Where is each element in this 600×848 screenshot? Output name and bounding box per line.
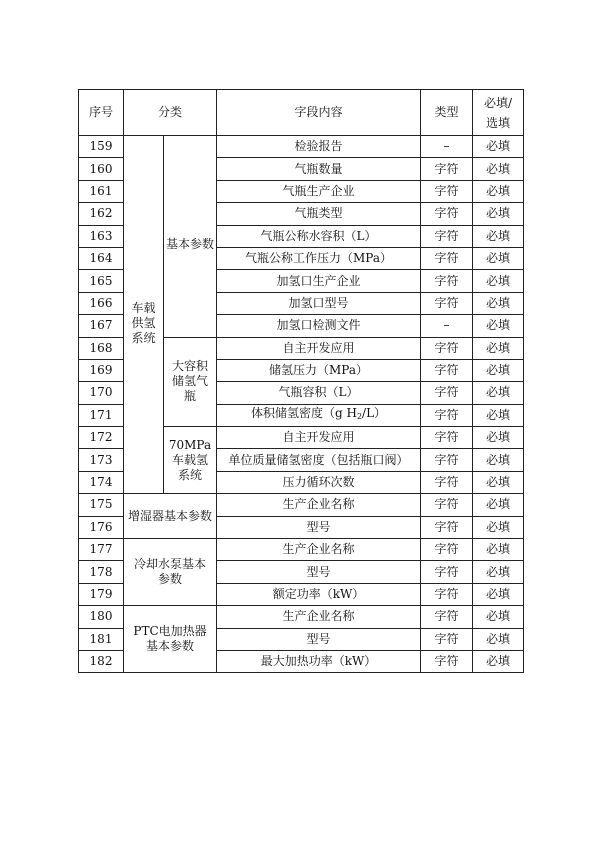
row-required: 必填 bbox=[473, 225, 524, 247]
table-row bbox=[79, 494, 524, 516]
row-field: 型号 bbox=[217, 628, 421, 650]
row-field: 生产企业名称 bbox=[217, 606, 421, 628]
row-no: 182 bbox=[79, 650, 124, 672]
table-row bbox=[79, 606, 524, 628]
table-row bbox=[79, 539, 524, 561]
row-required: 必填 bbox=[473, 180, 524, 202]
row-field: 检验报告 bbox=[217, 136, 421, 158]
row-field: 储氢压力（MPa） bbox=[217, 359, 421, 381]
row-type: 字符 bbox=[421, 203, 473, 225]
row-required: 必填 bbox=[473, 449, 524, 471]
group-vehicle-hydrogen: 车载供氢系统 bbox=[124, 136, 164, 494]
row-required: 必填 bbox=[473, 203, 524, 225]
table-row bbox=[79, 136, 524, 158]
row-required: 必填 bbox=[473, 427, 524, 449]
group-pump: 冷却水泵基本参数 bbox=[124, 539, 217, 606]
row-field: 生产企业名称 bbox=[217, 494, 421, 516]
header-type: 类型 bbox=[421, 90, 473, 136]
row-field: 型号 bbox=[217, 561, 421, 583]
row-no: 168 bbox=[79, 337, 124, 359]
row-no: 165 bbox=[79, 270, 124, 292]
row-no: 173 bbox=[79, 449, 124, 471]
row-type: 字符 bbox=[421, 628, 473, 650]
row-type: 字符 bbox=[421, 449, 473, 471]
row-required: 必填 bbox=[473, 247, 524, 269]
row-type: 字符 bbox=[421, 382, 473, 404]
row-required: 必填 bbox=[473, 404, 524, 426]
row-type: 字符 bbox=[421, 650, 473, 672]
header-required-line2: 选填 bbox=[486, 115, 511, 130]
row-required: 必填 bbox=[473, 471, 524, 493]
row-no: 162 bbox=[79, 203, 124, 225]
row-required: 必填 bbox=[473, 561, 524, 583]
row-required: 必填 bbox=[473, 158, 524, 180]
row-field: 压力循环次数 bbox=[217, 471, 421, 493]
row-no: 170 bbox=[79, 382, 124, 404]
row-no: 171 bbox=[79, 404, 124, 426]
row-required: 必填 bbox=[473, 606, 524, 628]
row-type: 字符 bbox=[421, 404, 473, 426]
row-field: 气瓶公称水容积（L） bbox=[217, 225, 421, 247]
row-field: 加氢口型号 bbox=[217, 292, 421, 314]
row-no: 159 bbox=[79, 136, 124, 158]
row-required: 必填 bbox=[473, 494, 524, 516]
row-required: 必填 bbox=[473, 539, 524, 561]
row-no: 167 bbox=[79, 315, 124, 337]
row-type: 字符 bbox=[421, 427, 473, 449]
row-no: 178 bbox=[79, 561, 124, 583]
row-field: 最大加热功率（kW） bbox=[217, 650, 421, 672]
row-type: 字符 bbox=[421, 225, 473, 247]
row-no: 176 bbox=[79, 516, 124, 538]
row-required: 必填 bbox=[473, 359, 524, 381]
row-field-sub: 2 bbox=[356, 412, 363, 422]
row-no: 160 bbox=[79, 158, 124, 180]
row-required: 必填 bbox=[473, 382, 524, 404]
row-type: 字符 bbox=[421, 158, 473, 180]
header-required bbox=[473, 90, 524, 136]
row-required: 必填 bbox=[473, 650, 524, 672]
row-type: 字符 bbox=[421, 561, 473, 583]
row-type: 字符 bbox=[421, 247, 473, 269]
row-no: 164 bbox=[79, 247, 124, 269]
row-no: 181 bbox=[79, 628, 124, 650]
row-field: 自主开发应用 bbox=[217, 427, 421, 449]
row-required: 必填 bbox=[473, 628, 524, 650]
row-type: 字符 bbox=[421, 180, 473, 202]
row-field: 气瓶容积（L） bbox=[217, 382, 421, 404]
row-no: 174 bbox=[79, 471, 124, 493]
row-type: 字符 bbox=[421, 516, 473, 538]
group-basic-params: 基本参数 bbox=[164, 136, 217, 338]
group-large-tank: 大容积储氢气瓶 bbox=[164, 337, 217, 427]
row-type: 字符 bbox=[421, 359, 473, 381]
row-field: 单位质量储氢密度（包括瓶口阀） bbox=[217, 449, 421, 471]
row-type: 字符 bbox=[421, 539, 473, 561]
group-ptc: PTC电加热器基本参数 bbox=[124, 606, 217, 673]
row-no: 161 bbox=[79, 180, 124, 202]
row-field: 生产企业名称 bbox=[217, 539, 421, 561]
row-no: 166 bbox=[79, 292, 124, 314]
spec-table bbox=[78, 89, 524, 673]
row-required: 必填 bbox=[473, 337, 524, 359]
header-seq: 序号 bbox=[79, 90, 124, 136]
row-no: 180 bbox=[79, 606, 124, 628]
row-field: 加氢口生产企业 bbox=[217, 270, 421, 292]
row-required: 必填 bbox=[473, 315, 524, 337]
row-no: 163 bbox=[79, 225, 124, 247]
row-field: 气瓶数量 bbox=[217, 158, 421, 180]
row-type: 字符 bbox=[421, 606, 473, 628]
row-field: 额定功率（kW） bbox=[217, 583, 421, 605]
row-type: 字符 bbox=[421, 270, 473, 292]
row-field-post: /L） bbox=[362, 406, 387, 421]
row-type: – bbox=[421, 136, 473, 158]
row-required: 必填 bbox=[473, 292, 524, 314]
header-row bbox=[79, 90, 524, 136]
row-type: 字符 bbox=[421, 292, 473, 314]
row-required: 必填 bbox=[473, 583, 524, 605]
row-required: 必填 bbox=[473, 270, 524, 292]
header-field: 字段内容 bbox=[217, 90, 421, 136]
row-type: 字符 bbox=[421, 583, 473, 605]
header-category: 分类 bbox=[124, 90, 217, 136]
row-field: 加氢口检测文件 bbox=[217, 315, 421, 337]
row-field: 型号 bbox=[217, 516, 421, 538]
row-field: 自主开发应用 bbox=[217, 337, 421, 359]
row-no: 177 bbox=[79, 539, 124, 561]
header-required-line1: 必填/ bbox=[483, 95, 513, 110]
row-type: – bbox=[421, 315, 473, 337]
row-type: 字符 bbox=[421, 337, 473, 359]
row-no: 175 bbox=[79, 494, 124, 516]
row-field bbox=[217, 404, 421, 426]
row-no: 169 bbox=[79, 359, 124, 381]
row-required: 必填 bbox=[473, 136, 524, 158]
row-field: 气瓶生产企业 bbox=[217, 180, 421, 202]
row-type: 字符 bbox=[421, 494, 473, 516]
group-humidifier: 增湿器基本参数 bbox=[124, 494, 217, 539]
row-type: 字符 bbox=[421, 471, 473, 493]
row-no: 172 bbox=[79, 427, 124, 449]
row-no: 179 bbox=[79, 583, 124, 605]
row-field-pre: 体积储氢密度（g H bbox=[250, 406, 357, 421]
row-field: 气瓶类型 bbox=[217, 203, 421, 225]
row-required: 必填 bbox=[473, 516, 524, 538]
group-70mpa: 70MPa车载氢系统 bbox=[164, 427, 217, 494]
row-field: 气瓶公称工作压力（MPa） bbox=[217, 247, 421, 269]
